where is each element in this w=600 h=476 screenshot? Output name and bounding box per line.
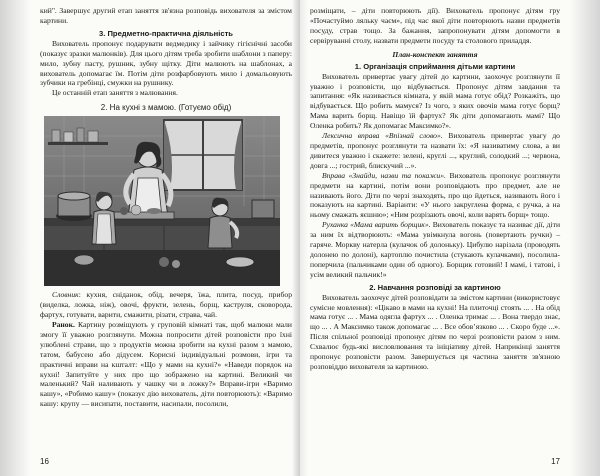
vocabulary-label: Словник: [52, 290, 79, 300]
section-1-title: 1. Організація сприймання дітьми картини: [354, 61, 516, 71]
lesson-title: 2. На кухні з мамою. (Готуємо обід): [100, 103, 232, 113]
page-number-left: 16: [40, 457, 49, 466]
lexical-exercise-text: Вихователь привертає увагу до предметів, пропонує розглянути та назвати їх: «Я називатиму слова, а ви дивитеся уважно і скажете: зелені, круглі ..., круглий, солодкий ...; червона, довга ...; гострий, блискучий ...».: [310, 131, 560, 170]
section-2-title: 2. Навчання розповіді за картиною: [369, 282, 501, 292]
page-edge-shadow: [0, 0, 30, 476]
lexical-exercise-label: Лексична вправа «Впізнай слово».: [322, 131, 443, 141]
vocabulary-paragraph: [40, 290, 292, 320]
left-intro: кий". Завершує другий етап заняття зв'язна розповідь вихователя за змістом картини.: [40, 6, 292, 25]
right-page: [300, 0, 600, 476]
plan-title: План-конспект заняття: [392, 49, 478, 59]
page-edge-shadow: [570, 0, 600, 476]
section-1-text: Вихователь привертає увагу дітей до картини, заохочує розглянути її уважно і розповісти, що відбувається. Пропонує дітям завдання та запитання: «Як називається кімната, у якій мама готує обід? Розкажіть, що відбувається. Що робить мамуся? Із чого, з яких овочів мама готує борщ? Мама варить борщ. Навіщо їй фартух? Як діти допомагають мамі? Що Оленка робить? Як допомагає Максимко?».: [310, 71, 560, 131]
kitchen-illustration: [44, 116, 280, 286]
right-intro: розміщати, – діти повторюють дії). Вихователь пропонує дітям гру «Почастуймо ляльку чаєм», під час якої діти повторюють назви предметів посуду, страв тощо. За бажання, запропонувати дітям допомогти в сервіруванні столу, назвати предмети посуду та столового приладдя.: [310, 6, 560, 45]
kitchen-scene-image: [44, 116, 280, 286]
section-2-text: Вихователь заохочує дітей розповідати за змістом картини (використовує сумісне мовлення): «Цікаво в мами на кухні! На плиточці стоять ... . На обід мама готує ... . Мама одягла фартух ... . Оленка тримає ... . Вона твердо знає, що ... . А Максимко також допомагає ... . Все обовʼязково ... . Скоро буде ...». Після спільної розповіді пропонує дітям по черзі розповісти разом з ним. Схвалює будь-які висловлювання та ініціативу дітей. Наприкінці заняття пропонує розповісти разом. Завершується ця частина заняття зв'язною розповіддю вихователя за картиною.: [310, 292, 560, 371]
find-name-exercise-text: Вихователь пропонує розглянути предмети на картині, потім вони розповідають про предмет, але не називають його. Діти по черзі знаходять, про що йдеться, називають його і показують на картині. Варіанти: «У нього закруглена форма, є ручка, а на ньому смажать яєшню»; «Ним розрізають овочі, коли варять борщ» тощо.: [310, 170, 561, 220]
section-3-end: Це останній етап заняття з малювання.: [52, 88, 178, 98]
movement-exercise-label: Руханка «Мама варить борщик».: [322, 220, 431, 230]
vocabulary-text: : кухня, сніданок, обід, вечеря, їжа, плита, посуд, прибор (виделка, ложка, ніж), овочі, фрукти, зелень, борщ, каструля, сковорода, фартух, готувати, варити, смажити, різати, страва, чай.: [40, 290, 292, 320]
morning-label: Ранок.: [52, 319, 75, 329]
find-name-exercise-label: Вправа «Знайди, назви та покажи».: [322, 170, 446, 180]
lexical-exercise: [310, 131, 560, 171]
morning-paragraph: [40, 320, 292, 409]
find-name-exercise: [310, 171, 560, 221]
section-3-text: Вихователь пропонує подарувати ведмедику і зайчику гігієнічні засоби (показує зразки малюнків). Для цього дітям треба зробити шаблони з паперу: мило, зубну пасту, рушник, зубну щітку. Діти малюють на шаблонах, а вихователь допомагає їм. Потім діти розфарбовують мило і домальовують зубчики на гребінці, смужки на рушнику.: [40, 38, 292, 88]
movement-exercise-text: Вихователь показує та називає дії, діти за ним їх відтворюють: «Мама увімкнула вогонь (повертають ручки) – гаряче. Моркву натерла (кулачок об долоньку). Цибулю нарізала (проводять долонею по долоні), картоплю почистила (стукають кулачками), посолила-поперчила (пальчиками один об одного). Борщик готовий! І мамі, і татові, і усім великий пальчик!»: [310, 220, 561, 279]
movement-exercise: [310, 220, 560, 279]
morning-text: Картину розміщують у груповій кімнаті так, щоб малюки мали змогу її уважно розглянути. Можна попросити дітей розповісти про їхні улюблені страви, що з продуктів можна зробити на кухні разом з мамою, татом, бабусею або дідусем. Корисні індивідуальні розмови, ігри та практичні вправи на кшталт: «Що у мами на кухні?» «Наведи порядок на кухні! Запитуйте у них про що зображено на картині. Великий чи маленький? Чай наливають у чашку чи в ложку?» Вправи-ігри «Варимо кашу», «Робимо кашу» (показує дію вихователь, діти повторюють): «Варимо кашу: крупу — висипати, поставити, насипали, посолили,: [40, 319, 292, 409]
page-number-right: 17: [551, 457, 560, 466]
section-3-title: 3. Предметно-практична діяльність: [99, 28, 233, 38]
